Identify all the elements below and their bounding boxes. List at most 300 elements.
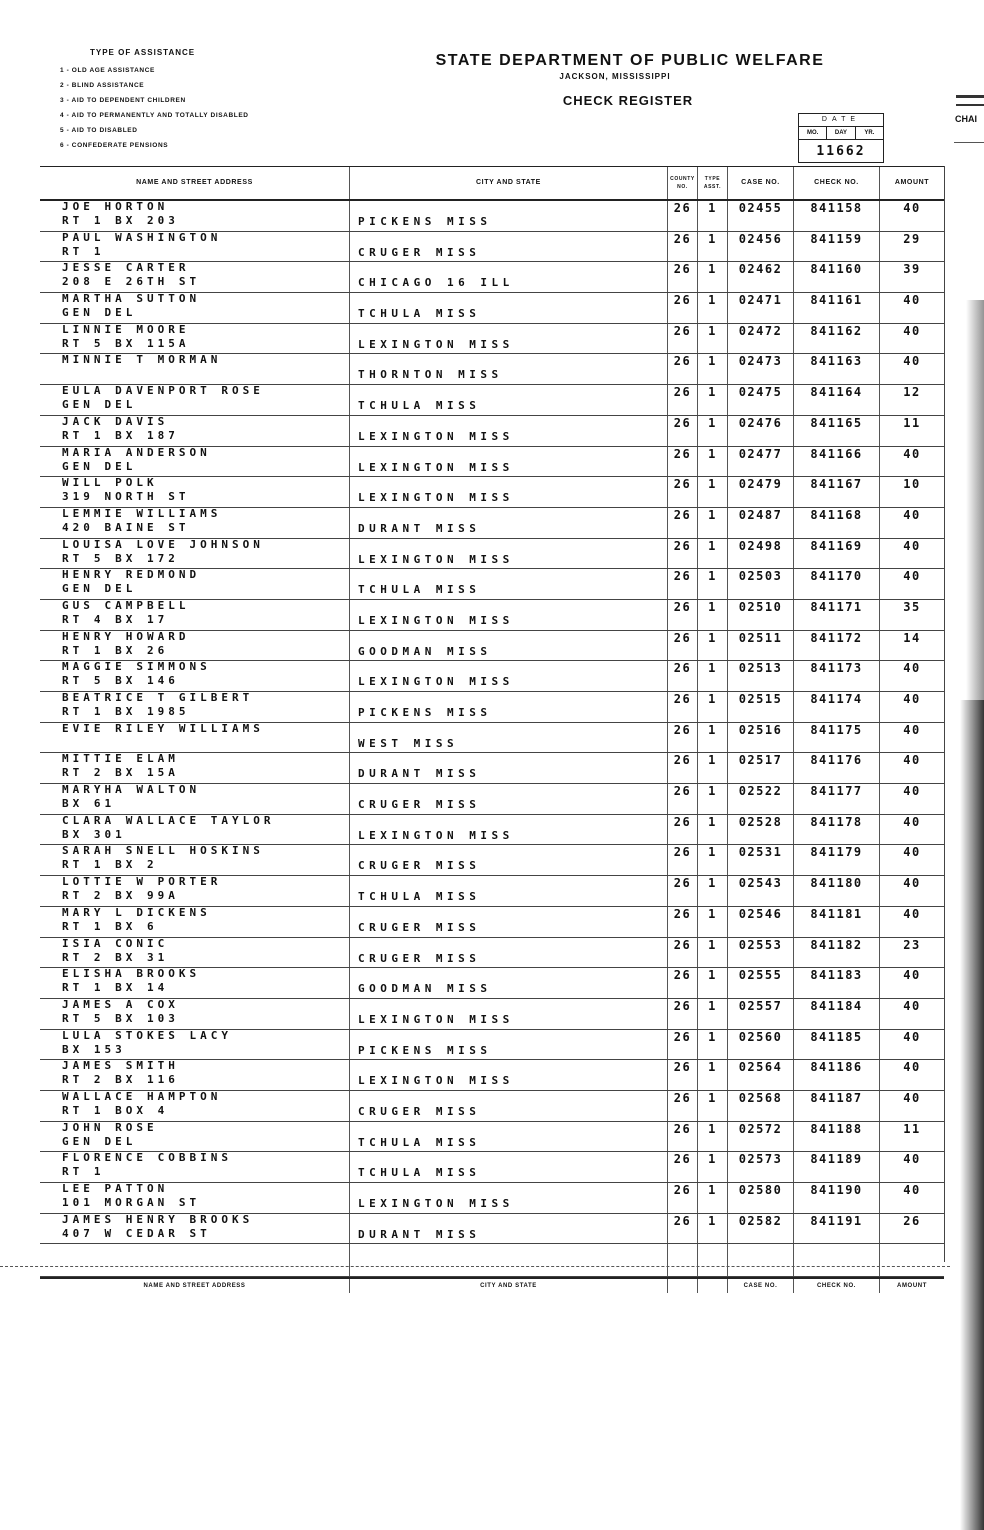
recipient-name: WILL POLK (62, 477, 158, 490)
recipient-name: WALLACE HAMPTON (62, 1090, 222, 1103)
col-header-type: TYPE ASST. (698, 167, 728, 199)
recipient-name: ELISHA BROOKS (62, 968, 201, 981)
check-cell: 841164 (794, 385, 880, 415)
name-address-cell (40, 692, 350, 722)
check-cell: 841169 (794, 539, 880, 569)
amount-cell: 40 (903, 968, 921, 983)
amount-cell: 40 (903, 201, 921, 215)
table-row (40, 999, 944, 1030)
city-state-cell: TCHULA MISS (350, 1152, 668, 1182)
street-address: RT 1 BOX 4 (62, 1103, 169, 1117)
table-footer (40, 1277, 944, 1293)
col-header-amount: AMOUNT (894, 179, 930, 186)
city-state-cell: GOODMAN MISS (350, 631, 668, 661)
col-header-county: COUNTY NO. (668, 167, 698, 199)
amount-cell: 26 (903, 1213, 921, 1228)
type-cell: 1 (698, 1152, 728, 1182)
street-address: RT 1 (62, 244, 105, 258)
table-row (40, 784, 944, 815)
table-row (40, 201, 944, 232)
street-address: GEN DEL (62, 398, 137, 412)
type-cell: 1 (698, 385, 728, 415)
county-cell: 26 (668, 354, 698, 384)
name-address-cell (40, 784, 350, 814)
street-address: RT 2 BX 15A (62, 766, 179, 780)
street-address: RT 5 BX 115A (62, 336, 190, 350)
county-cell: 26 (668, 600, 698, 630)
amount-cell: 11 (903, 415, 921, 430)
name-address-cell (40, 753, 350, 783)
table-row (40, 938, 944, 969)
street-address: 420 BAINE ST (62, 520, 190, 534)
amount-cell: 40 (903, 814, 921, 829)
case-cell: 02522 (728, 784, 794, 814)
type-cell: 1 (698, 1214, 728, 1244)
table-row (40, 631, 944, 662)
type-cell: 1 (698, 539, 728, 569)
county-cell: 26 (668, 508, 698, 538)
table-row (40, 1183, 944, 1214)
table-row (40, 600, 944, 631)
check-cell: 841167 (794, 477, 880, 507)
table-row (40, 477, 944, 508)
agency-heading (380, 52, 880, 108)
name-address-cell (40, 508, 350, 538)
street-address: RT 2 BX 99A (62, 889, 179, 903)
recipient-name: MITTIE ELAM (62, 753, 179, 766)
recipient-name: LEE PATTON (62, 1183, 169, 1195)
city-state-cell: CRUGER MISS (350, 907, 668, 937)
amount-cell: 40 (903, 998, 921, 1013)
table-row (40, 723, 944, 754)
legend-item: 1 - OLD AGE ASSISTANCE (60, 67, 155, 74)
check-cell: 841158 (794, 201, 880, 231)
case-cell: 02472 (728, 324, 794, 354)
street-address: BX 61 (62, 797, 116, 811)
form-bottom-edge (0, 1266, 950, 1267)
name-address-cell (40, 1214, 350, 1244)
city-state-cell: TCHULA MISS (350, 876, 668, 906)
street-address: RT 1 (62, 1165, 105, 1179)
recipient-name: PAUL WASHINGTON (62, 231, 222, 244)
name-address-cell (40, 569, 350, 599)
type-cell: 1 (698, 631, 728, 661)
amount-cell: 40 (903, 446, 921, 461)
city-state-cell: LEXINGTON MISS (350, 416, 668, 446)
name-address-cell (40, 938, 350, 968)
name-address-cell (40, 631, 350, 661)
table-row (40, 661, 944, 692)
table-row (40, 262, 944, 293)
table-row (40, 876, 944, 907)
check-cell: 841171 (794, 600, 880, 630)
case-cell: 02515 (728, 692, 794, 722)
county-cell: 26 (668, 324, 698, 354)
amount-cell: 40 (903, 354, 921, 369)
recipient-name: LINNIE MOORE (62, 323, 190, 336)
recipient-name: EVIE RILEY WILLIAMS (62, 722, 264, 735)
recipient-name: SARAH SNELL HOSKINS (62, 845, 264, 858)
amount-cell: 40 (903, 692, 921, 706)
name-address-cell (40, 723, 350, 753)
type-cell: 1 (698, 1060, 728, 1090)
type-cell: 1 (698, 1122, 728, 1152)
table-row (40, 508, 944, 539)
recipient-name: JESSE CARTER (62, 262, 190, 275)
adjacent-sheet-heading: CHAI (955, 114, 977, 124)
col-footer-case: CASE NO. (728, 1279, 794, 1293)
case-cell: 02456 (728, 232, 794, 262)
check-cell: 841160 (794, 262, 880, 292)
case-cell: 02462 (728, 262, 794, 292)
case-cell: 02555 (728, 968, 794, 998)
amount-cell: 40 (903, 1029, 921, 1044)
case-cell: 02471 (728, 293, 794, 323)
county-cell: 26 (668, 539, 698, 569)
type-cell: 1 (698, 1183, 728, 1213)
amount-cell: 40 (903, 323, 921, 338)
street-address: GEN DEL (62, 306, 137, 320)
check-cell: 841173 (794, 661, 880, 691)
city-state-cell: GOODMAN MISS (350, 968, 668, 998)
name-address-cell (40, 815, 350, 845)
check-cell: 841191 (794, 1214, 880, 1244)
city-state-cell: CRUGER MISS (350, 784, 668, 814)
amount-cell: 40 (903, 722, 921, 737)
table-row (40, 416, 944, 447)
street-address: RT 4 BX 17 (62, 612, 169, 626)
street-address: RT 5 BX 172 (62, 551, 179, 565)
check-cell: 841186 (794, 1060, 880, 1090)
county-cell: 26 (668, 631, 698, 661)
recipient-name: JAMES SMITH (62, 1060, 179, 1073)
name-address-cell (40, 1122, 350, 1152)
type-cell: 1 (698, 324, 728, 354)
case-cell: 02573 (728, 1152, 794, 1182)
name-address-cell (40, 324, 350, 354)
col-header-name: NAME AND STREET ADDRESS (40, 167, 350, 199)
name-address-cell (40, 354, 350, 384)
date-parts (799, 127, 883, 139)
date-box (798, 113, 884, 163)
name-address-cell (40, 1152, 350, 1182)
street-address: RT 1 BX 2 (62, 858, 158, 872)
recipient-name: ISIA CONIC (62, 937, 169, 950)
case-cell: 02476 (728, 416, 794, 446)
type-cell: 1 (698, 600, 728, 630)
col-header-case: CASE NO. (728, 167, 794, 199)
name-address-cell (40, 416, 350, 446)
county-cell: 26 (668, 477, 698, 507)
name-address-cell (40, 1091, 350, 1121)
recipient-name: JOE HORTON (62, 201, 169, 213)
amount-cell: 40 (903, 538, 921, 553)
recipient-name: JACK DAVIS (62, 415, 169, 428)
street-address: GEN DEL (62, 582, 137, 596)
name-address-cell (40, 539, 350, 569)
type-cell: 1 (698, 416, 728, 446)
county-cell: 26 (668, 815, 698, 845)
case-cell: 02564 (728, 1060, 794, 1090)
street-address: BX 153 (62, 1042, 126, 1056)
type-cell: 1 (698, 907, 728, 937)
recipient-name: EULA DAVENPORT ROSE (62, 385, 264, 398)
county-cell: 26 (668, 999, 698, 1029)
check-cell: 841189 (794, 1152, 880, 1182)
check-cell: 841162 (794, 324, 880, 354)
check-cell: 841183 (794, 968, 880, 998)
check-cell: 841170 (794, 569, 880, 599)
case-cell: 02479 (728, 477, 794, 507)
name-address-cell (40, 477, 350, 507)
recipient-name: MARY L DICKENS (62, 906, 211, 919)
recipient-name: GUS CAMPBELL (62, 599, 190, 612)
case-cell: 02531 (728, 845, 794, 875)
case-cell: 02487 (728, 508, 794, 538)
recipient-name: LOTTIE W PORTER (62, 876, 222, 889)
type-cell: 1 (698, 815, 728, 845)
legend-item: 6 - CONFEDERATE PENSIONS (60, 142, 169, 149)
county-cell: 26 (668, 1060, 698, 1090)
type-of-assistance-legend (60, 48, 340, 153)
city-state-cell: DURANT MISS (350, 1214, 668, 1244)
city-state-cell: CHICAGO 16 ILL (350, 262, 668, 292)
check-cell: 841174 (794, 692, 880, 722)
scan-edge-shadow (952, 0, 984, 1530)
type-cell: 1 (698, 938, 728, 968)
street-address: 208 E 26TH ST (62, 275, 201, 289)
name-address-cell (40, 447, 350, 477)
name-address-cell (40, 201, 350, 231)
amount-cell: 40 (903, 1152, 921, 1167)
col-footer-county (668, 1279, 698, 1293)
table-row (40, 1091, 944, 1122)
county-cell: 26 (668, 201, 698, 231)
county-cell: 26 (668, 907, 698, 937)
type-cell: 1 (698, 569, 728, 599)
recipient-name: LEMMIE WILLIAMS (62, 507, 222, 520)
case-cell: 02511 (728, 631, 794, 661)
city-state-cell: CRUGER MISS (350, 1091, 668, 1121)
table-row (40, 293, 944, 324)
city-state-cell: LEXINGTON MISS (350, 661, 668, 691)
check-cell: 841165 (794, 416, 880, 446)
amount-cell: 40 (903, 876, 921, 891)
city-state-cell: TCHULA MISS (350, 569, 668, 599)
table-row (40, 1152, 944, 1183)
case-cell: 02543 (728, 876, 794, 906)
city-state-cell: PICKENS MISS (350, 692, 668, 722)
city-state-cell: DURANT MISS (350, 753, 668, 783)
type-cell: 1 (698, 508, 728, 538)
city-state-cell: CRUGER MISS (350, 938, 668, 968)
check-cell: 841179 (794, 845, 880, 875)
county-cell: 26 (668, 447, 698, 477)
type-cell: 1 (698, 692, 728, 722)
amount-cell: 40 (903, 784, 921, 799)
case-cell: 02498 (728, 539, 794, 569)
type-cell: 1 (698, 1091, 728, 1121)
county-cell: 26 (668, 661, 698, 691)
name-address-cell (40, 907, 350, 937)
county-cell: 26 (668, 1152, 698, 1182)
case-cell: 02503 (728, 569, 794, 599)
table-row (40, 815, 944, 846)
street-address: 101 MORGAN ST (62, 1196, 201, 1209)
amount-cell: 40 (903, 507, 921, 522)
table-row (40, 1060, 944, 1091)
street-address: RT 1 BX 6 (62, 919, 158, 933)
amount-cell: 40 (903, 753, 921, 768)
case-cell: 02572 (728, 1122, 794, 1152)
street-address: 319 NORTH ST (62, 490, 190, 504)
amount-cell: 40 (903, 293, 921, 308)
case-cell: 02475 (728, 385, 794, 415)
type-cell: 1 (698, 845, 728, 875)
check-cell: 841166 (794, 447, 880, 477)
street-address: RT 5 BX 146 (62, 674, 179, 688)
county-cell: 26 (668, 1122, 698, 1152)
county-cell: 26 (668, 293, 698, 323)
city-state-cell: LEXINGTON MISS (350, 1060, 668, 1090)
city-state-cell: WEST MISS (350, 723, 668, 753)
city-state-cell: LEXINGTON MISS (350, 815, 668, 845)
col-footer-type (698, 1279, 728, 1293)
street-address: RT 1 BX 203 (62, 214, 179, 227)
table-body (40, 201, 944, 1244)
check-cell: 841175 (794, 723, 880, 753)
type-cell: 1 (698, 232, 728, 262)
county-cell: 26 (668, 416, 698, 446)
recipient-name: JOHN ROSE (62, 1121, 158, 1134)
check-cell: 841185 (794, 1030, 880, 1060)
county-cell: 26 (668, 232, 698, 262)
legend-title: TYPE OF ASSISTANCE (90, 48, 196, 57)
amount-cell: 40 (903, 1090, 921, 1105)
amount-cell: 29 (903, 231, 921, 246)
street-address: GEN DEL (62, 1134, 137, 1148)
city-state-cell: THORNTON MISS (350, 354, 668, 384)
check-cell: 841168 (794, 508, 880, 538)
legend-item: 3 - AID TO DEPENDENT CHILDREN (60, 97, 186, 104)
street-address: RT 5 BX 103 (62, 1011, 179, 1025)
type-cell: 1 (698, 999, 728, 1029)
name-address-cell (40, 1060, 350, 1090)
amount-cell: 40 (903, 661, 921, 676)
city-state-cell: LEXINGTON MISS (350, 324, 668, 354)
recipient-name: CLARA WALLACE TAYLOR (62, 814, 275, 827)
table-row (40, 753, 944, 784)
legend-item: 5 - AID TO DISABLED (60, 127, 138, 134)
check-cell: 841163 (794, 354, 880, 384)
case-cell: 02560 (728, 1030, 794, 1060)
recipient-name: BEATRICE T GILBERT (62, 692, 254, 704)
check-cell: 841161 (794, 293, 880, 323)
table-row (40, 1214, 944, 1245)
county-cell: 26 (668, 1091, 698, 1121)
case-cell: 02517 (728, 753, 794, 783)
street-address: 407 W CEDAR ST (62, 1226, 211, 1240)
amount-cell: 40 (903, 1183, 921, 1197)
amount-cell: 40 (903, 845, 921, 860)
city-state-cell: PICKENS MISS (350, 1030, 668, 1060)
amount-cell: 40 (903, 906, 921, 921)
table-row (40, 907, 944, 938)
type-cell: 1 (698, 876, 728, 906)
street-address: BX 301 (62, 827, 126, 841)
date-label: DATE (799, 114, 883, 127)
case-cell: 02473 (728, 354, 794, 384)
type-cell: 1 (698, 262, 728, 292)
table-row (40, 1030, 944, 1061)
name-address-cell (40, 999, 350, 1029)
case-cell: 02582 (728, 1214, 794, 1244)
type-cell: 1 (698, 354, 728, 384)
recipient-name: FLORENCE COBBINS (62, 1152, 232, 1165)
recipient-name: LOUISA LOVE JOHNSON (62, 538, 264, 551)
city-state-cell: LEXINGTON MISS (350, 1183, 668, 1213)
name-address-cell (40, 845, 350, 875)
type-cell: 1 (698, 968, 728, 998)
table-row (40, 324, 944, 355)
county-cell: 26 (668, 845, 698, 875)
col-footer-amount: AMOUNT (897, 1283, 927, 1290)
amount-cell: 14 (903, 630, 921, 645)
document-title: CHECK REGISTER (562, 93, 694, 108)
col-footer-name: NAME AND STREET ADDRESS (40, 1279, 350, 1293)
recipient-name: MARTHA SUTTON (62, 293, 201, 306)
table-header (40, 166, 944, 201)
amount-cell: 40 (903, 569, 921, 584)
table-row-empty (40, 1244, 944, 1277)
case-cell: 02455 (728, 201, 794, 231)
county-cell: 26 (668, 784, 698, 814)
agency-name: STATE DEPARTMENT OF PUBLIC WELFARE (435, 52, 825, 69)
recipient-name: MAGGIE SIMMONS (62, 661, 211, 674)
table-row (40, 447, 944, 478)
agency-city: JACKSON, MISSISSIPPI (559, 72, 671, 81)
date-part-month: MO. (799, 127, 827, 139)
recipient-name: JAMES HENRY BROOKS (62, 1213, 254, 1226)
city-state-cell: CRUGER MISS (350, 232, 668, 262)
city-state-cell: LEXINGTON MISS (350, 447, 668, 477)
table-row (40, 354, 944, 385)
type-cell: 1 (698, 293, 728, 323)
amount-cell: 39 (903, 262, 921, 277)
col-header-city: CITY AND STATE (350, 167, 668, 199)
county-cell: 26 (668, 692, 698, 722)
check-cell: 841180 (794, 876, 880, 906)
type-cell: 1 (698, 661, 728, 691)
recipient-name: JAMES A COX (62, 998, 179, 1011)
amount-cell: 35 (903, 599, 921, 614)
col-header-check: CHECK NO. (794, 167, 880, 199)
case-cell: 02580 (728, 1183, 794, 1213)
register-table (40, 166, 944, 1293)
legend-item: 4 - AID TO PERMANENTLY AND TOTALLY DISABLED (60, 112, 249, 119)
county-cell: 26 (668, 569, 698, 599)
type-cell: 1 (698, 477, 728, 507)
case-cell: 02557 (728, 999, 794, 1029)
table-row (40, 569, 944, 600)
recipient-name: LULA STOKES LACY (62, 1029, 232, 1042)
case-cell: 02513 (728, 661, 794, 691)
check-cell: 841182 (794, 938, 880, 968)
county-cell: 26 (668, 723, 698, 753)
street-address: RT 2 BX 116 (62, 1073, 179, 1087)
check-cell: 841172 (794, 631, 880, 661)
col-footer-check: CHECK NO. (794, 1279, 880, 1293)
